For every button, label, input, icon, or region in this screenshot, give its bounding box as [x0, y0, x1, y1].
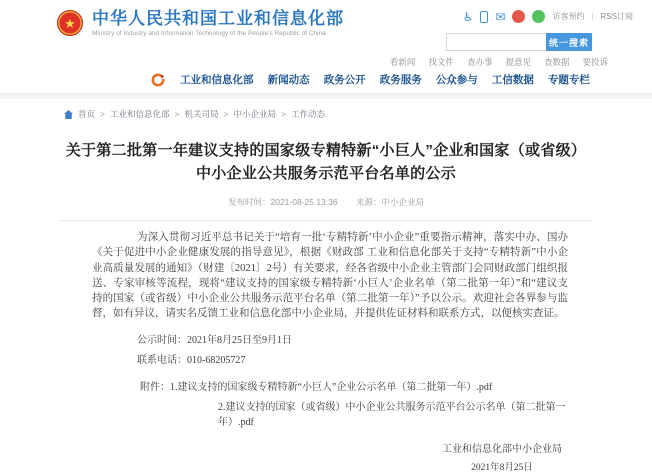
- nav-item[interactable]: 公众参与: [435, 74, 478, 86]
- nav-item[interactable]: 政务服务: [379, 74, 422, 86]
- article-paragraph: 为深入贯彻习近平总书记关于“培育一批‘专精特新’中小企业”重要指示精神，落实中办、国办《关于促进中小企业健康发展的指导意见》，根据《财政部 工业和信息化部关于支持“专精特新”中小企业高质量发展的通知》（财建〔2021〕2号）有关要求，经各省级中小企业主管部门会同财政部门组织报送、专家审核等流程，现将“建议支持的国家级专精特新‘小巨人’企业名单（第二批第一年）”和“建议支持的国家（或省级）中小企业公共服务示范平台名单（第二批第一年）”予以公示。欢迎社会各界参与监督，如有异议，请实名反馈工业和信息化部中小企业局，并提供佐证材料和联系方式，以便核实查证。: [92, 232, 568, 320]
- accessibility-icon[interactable]: ♿: [462, 9, 474, 24]
- mail-icon[interactable]: ✉: [495, 9, 506, 24]
- search-bar: [446, 33, 592, 51]
- notice-time-line: 公示时间：2021年8月25日至9月1日: [137, 334, 292, 346]
- breadcrumb-item[interactable]: 机关司局: [184, 109, 219, 119]
- article-meta: [60, 196, 592, 208]
- nav-item[interactable]: 政务公开: [323, 74, 366, 86]
- title-divider: [60, 220, 592, 221]
- breadcrumb-separator: >: [223, 109, 229, 119]
- header-top-links: [463, 10, 633, 23]
- weibo-icon[interactable]: [512, 10, 525, 23]
- wechat-icon[interactable]: [532, 10, 545, 23]
- site-logo-block[interactable]: [57, 9, 344, 37]
- breadcrumb: [0, 99, 652, 126]
- quick-links: [390, 56, 608, 68]
- nav-item[interactable]: 工信数据: [491, 74, 534, 86]
- breadcrumb-item[interactable]: 首页: [78, 109, 96, 119]
- main-nav: [0, 66, 652, 94]
- page-title: 关于第二批第一年建议支持的国家级专精特新“小巨人”企业和国家（或省级）中小企业公共服务示范平台名单的公示: [65, 142, 587, 182]
- article-source: 来源：中小企业局: [355, 197, 424, 207]
- publish-time: 发布时间：2021-08-25 13:36: [227, 197, 338, 207]
- site-subtitle: Ministry of Industry and Information Technology of the People's Republic of China: [92, 30, 326, 37]
- national-emblem-icon: ★: [57, 10, 83, 36]
- signature-date: 2021年8月25日: [471, 462, 533, 473]
- nav-item[interactable]: 新闻动态: [267, 74, 310, 86]
- quick-link[interactable]: 查办事: [466, 57, 493, 67]
- breadcrumb-item[interactable]: 工作动态: [290, 109, 325, 119]
- attachments: [60, 378, 592, 428]
- rss-subscribe-link[interactable]: RSS订阅: [600, 12, 633, 21]
- breadcrumb-separator: >: [174, 109, 180, 119]
- site-title: 中华人民共和国工业和信息化部: [92, 9, 344, 28]
- miit-swirl-logo-icon: [150, 72, 166, 88]
- quick-link[interactable]: 提意见: [505, 57, 531, 67]
- nav-item[interactable]: 工业和信息化部: [180, 74, 254, 86]
- signature-block: [442, 440, 562, 473]
- search-input[interactable]: [446, 33, 546, 51]
- quick-link[interactable]: 看新闻: [389, 57, 416, 67]
- mobile-icon[interactable]: [480, 11, 488, 23]
- breadcrumb-item[interactable]: 中小企业局: [233, 109, 276, 119]
- nav-item[interactable]: 专题专栏: [547, 74, 590, 86]
- article: [0, 140, 652, 473]
- quick-link[interactable]: 找文件: [428, 57, 454, 67]
- attachment-link-2[interactable]: 2.建议支持的国家（或省级）中小企业公共服务示范平台公示名单（第二批第一年）.pdf: [218, 401, 566, 428]
- home-icon: [64, 110, 73, 119]
- breadcrumb-separator: >: [280, 109, 286, 119]
- breadcrumb-item[interactable]: 工业和信息化部: [109, 109, 170, 119]
- breadcrumb-separator: >: [100, 109, 105, 119]
- quick-link[interactable]: 查数据: [543, 57, 570, 67]
- attachment-link-1[interactable]: 附件：1.建议支持的国家级专精特新“小巨人”企业公示名单（第二批第一年）.pdf: [140, 381, 493, 393]
- signature-org: 工业和信息化部中小企业局: [442, 443, 562, 455]
- contact-phone-line: 联系电话：010-68205727: [137, 354, 246, 366]
- quick-link[interactable]: 要投诉: [582, 57, 608, 67]
- visitor-appointment-link[interactable]: 访客预约: [552, 12, 585, 21]
- site-header: [0, 0, 652, 66]
- top-links-divider: |: [591, 12, 594, 21]
- unified-search-button[interactable]: 统一搜索: [546, 33, 592, 51]
